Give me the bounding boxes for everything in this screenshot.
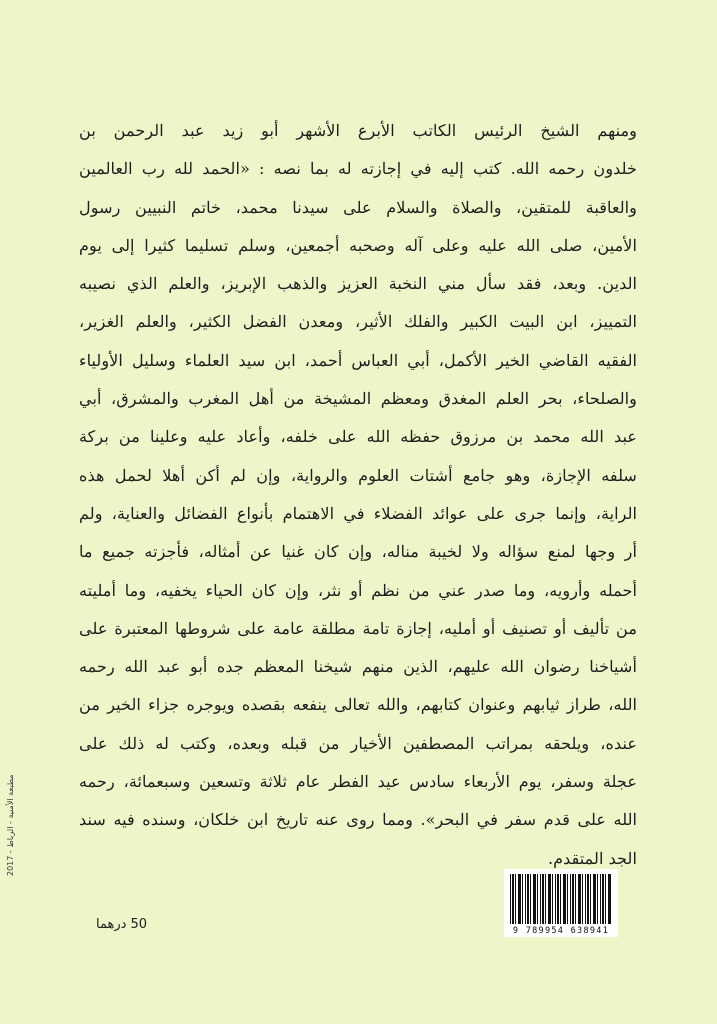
isbn-barcode <box>504 869 618 937</box>
text-line: الفقيه القاضي الخير الأكمل، أبي العباس أحمد، ابن سيد العلماء وسليل الأولياء <box>79 350 637 370</box>
text-line: الدين. وبعد، فقد سأل مني النخبة العزيز والذهب الإبريز، والعلم الذي نصيبه <box>79 274 637 294</box>
barcode-bars <box>510 874 612 924</box>
isbn-digits: 9 789954 638941 <box>512 926 610 936</box>
text-line-last: الجد المتقدم. <box>547 848 637 868</box>
text-line: الله، طراز ثيابهم وعنوان كتابهم، والله تعالى ينفعه بقصده ويوجره جزاء الخير من <box>79 695 637 715</box>
text-line: الله على قدم سفر في البحر». ومما روى عنه تاريخ ابن خلكان، وسنده فيه سند <box>79 810 637 830</box>
printer-imprint: مطبعة الأمنية - الرباط - 2017 <box>6 774 15 876</box>
body-text <box>79 112 637 878</box>
text-line: عجلة وسفر، يوم الأربعاء سادس عيد الفطر عام ثلاثة وتسعين وسبعمائة، رحمه <box>79 772 637 792</box>
text-line: والصلحاء، بحر العلم المغدق ومعظم المشيخة من أهل المغرب والمشرق، أبي <box>79 389 637 409</box>
text-line: عبد الله محمد بن مرزوق حفظه الله على خلفه، وأعاد عليه وعلينا من بركة <box>79 427 637 447</box>
text-line: سلفه الإجازة، وهو جامع أشتات العلوم والرواية، وإن لم أكن أهلا لحمل هذه <box>79 465 637 485</box>
text-line: الراية، وإنما جرى على عوائد الفضلاء في الاهتمام بأنواع الفضائل والعناية، ولم <box>79 503 637 523</box>
text-line: ومنهم الشيخ الرئيس الكاتب الأبرع الأشهر أبو زيد عبد الرحمن بن <box>79 121 637 140</box>
price-label: 50 درهما <box>96 917 148 932</box>
text-line: خلدون رحمه الله. كتب إليه في إجازته له بما نصه : «الحمد لله رب العالمين <box>79 159 637 179</box>
text-line: والعاقبة للمتقين، والصلاة والسلام على سيدنا محمد، خاتم النبيين رسول <box>79 197 637 217</box>
text-line: عنده، ويلحقه بمراتب المصطفين الأخيار من قبله وبعده، وكتب له ذلك على <box>79 733 637 753</box>
text-line: من تأليف أو تصنيف أو أمليه، إجازة تامة مطلقة عامة على شروطها المعتبرة على <box>79 618 637 638</box>
text-line: التمييز، ابن البيت الكبير والفلك الأثير، ومعدن الفضل الكثير، والعلم الغزير، <box>79 312 637 332</box>
text-line: الأمين، صلى الله عليه وعلى آله وصحبه أجمعين، وسلم تسليما كثيرا إلى يوم <box>79 235 637 255</box>
text-line: أحمله وأرويه، وما صدر عني من نظم أو نثر، وإن كان الحياء يخفيه، وما أمليته <box>79 580 637 600</box>
text-line: أشياخنا رضوان الله عليهم، الذين منهم شيخنا المعظم جده أبو عبد الله رحمه <box>79 657 637 677</box>
text-line: أر وجها لمنع سؤاله ولا لخيبة مناله، وإن كان غنيا عن أمثاله، فأجزته جميع ما <box>79 542 637 562</box>
